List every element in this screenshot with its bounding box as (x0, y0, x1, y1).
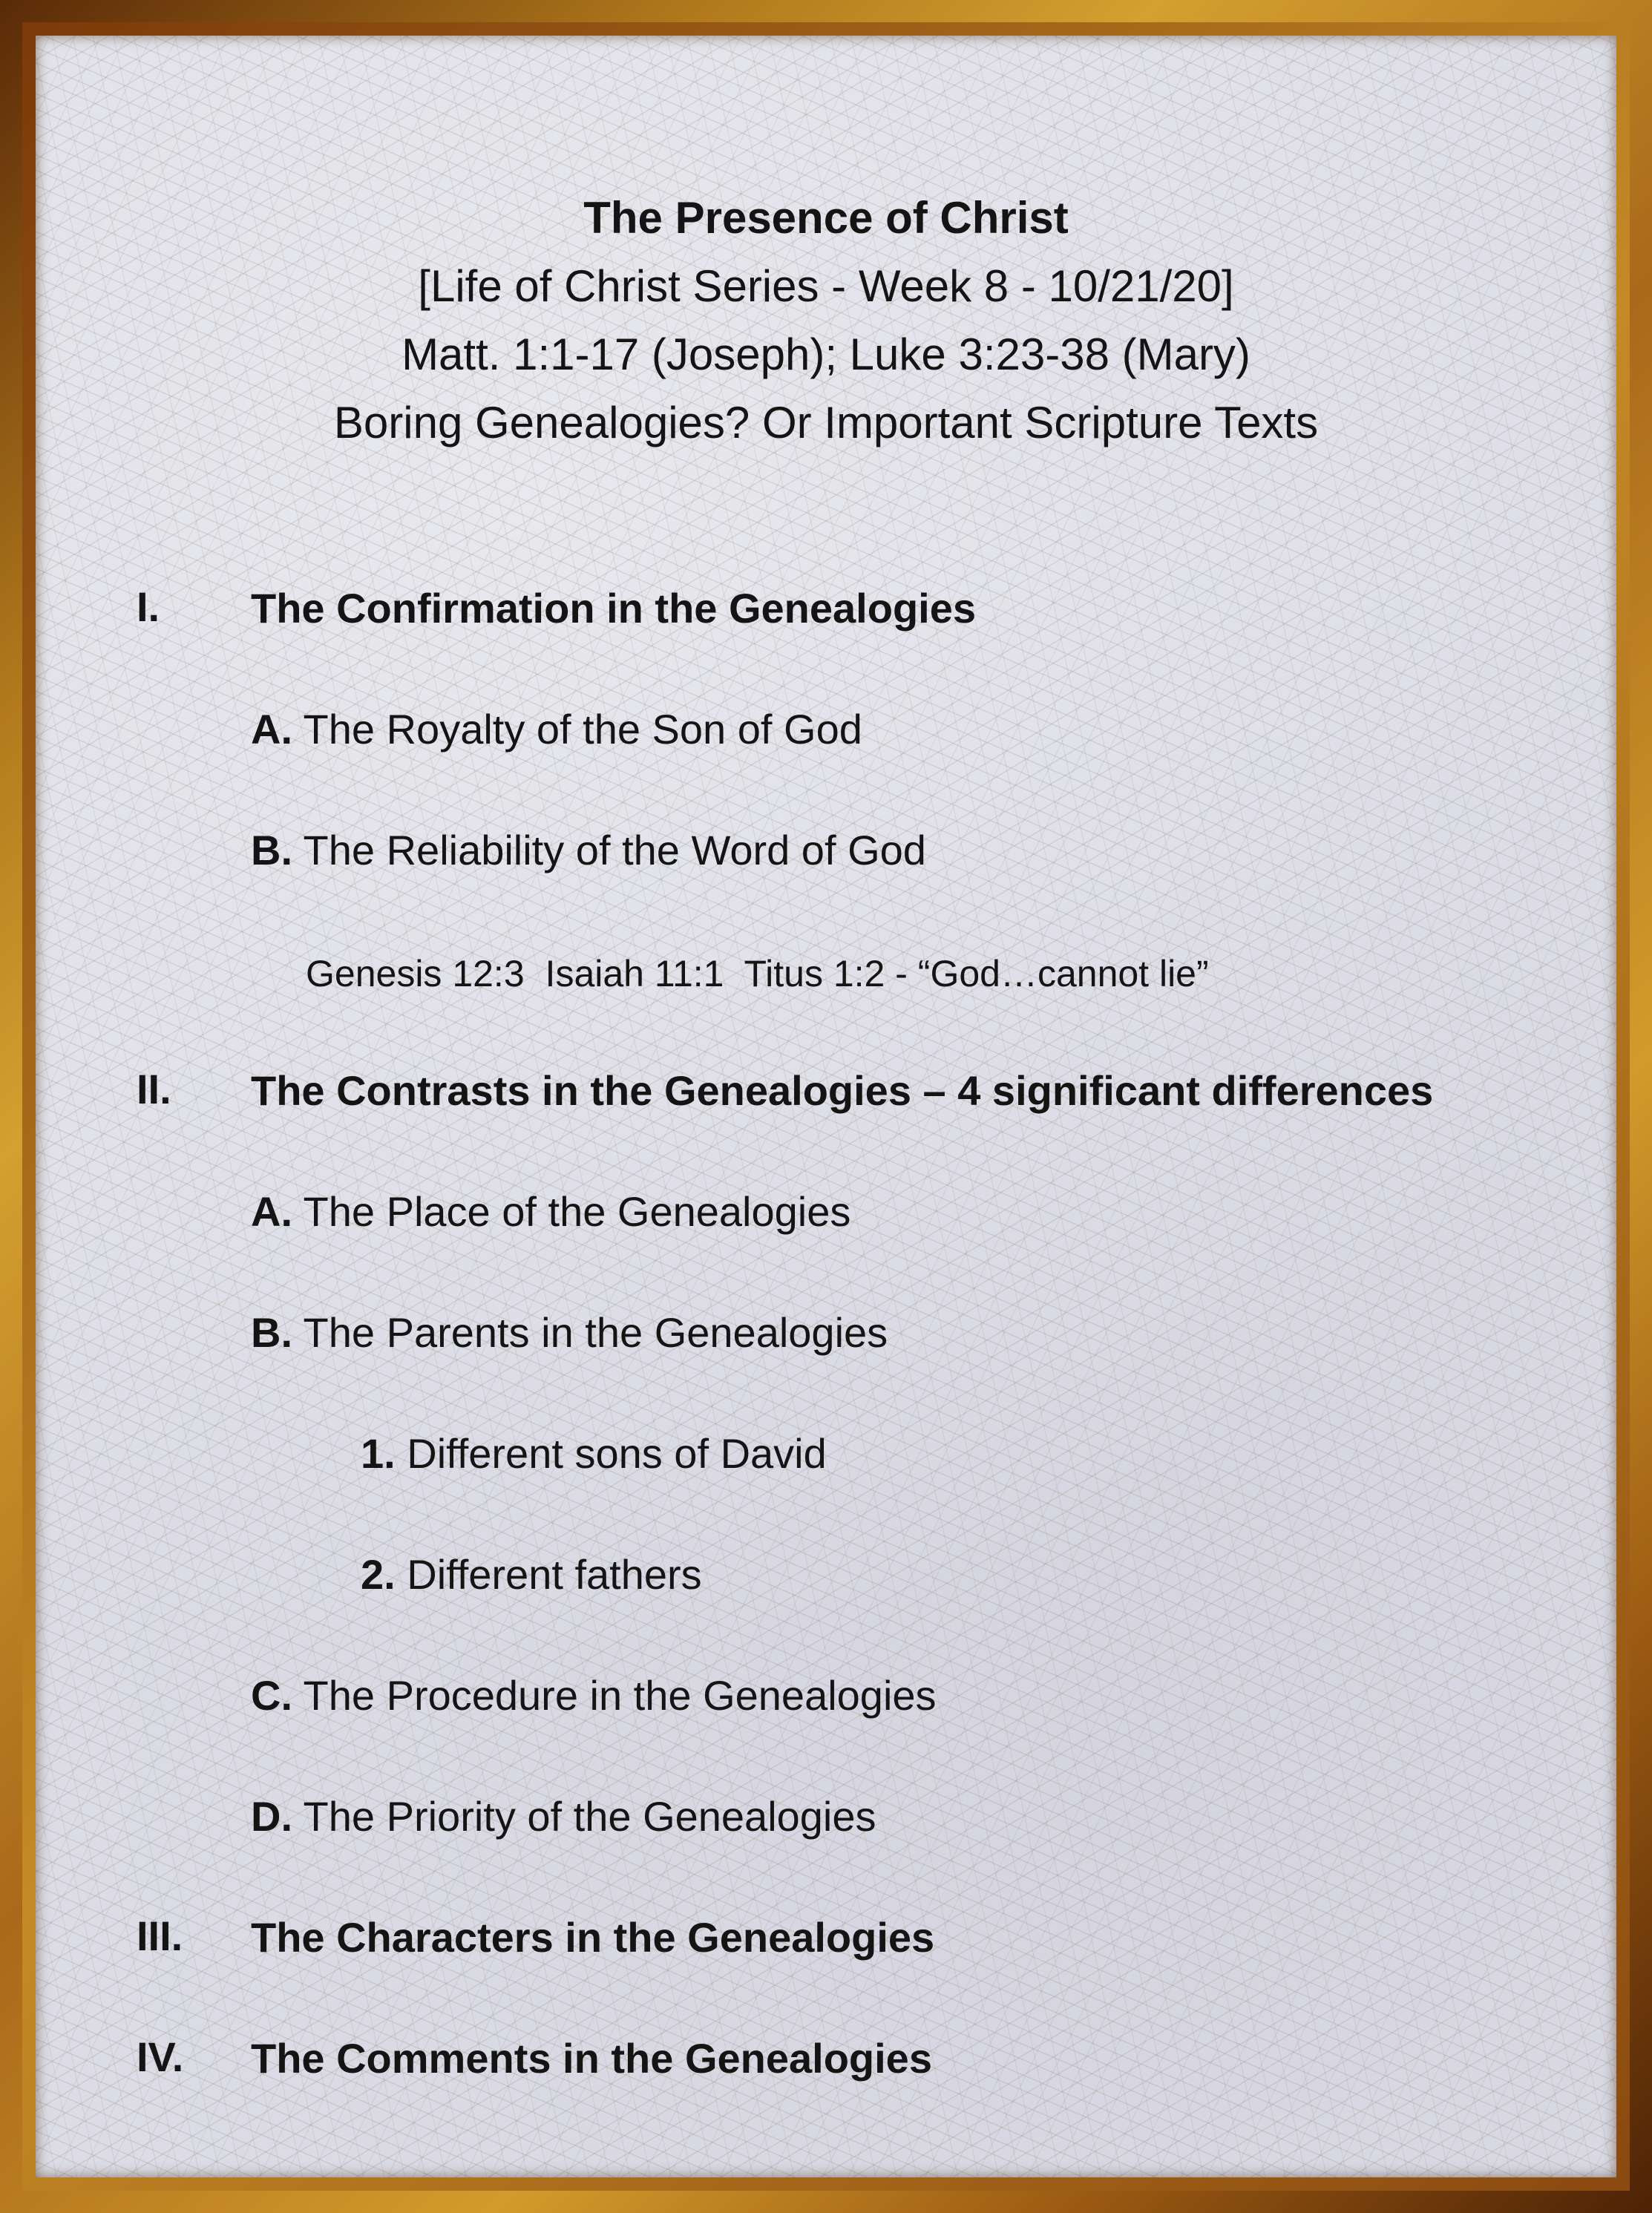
item-letter: B. (251, 827, 292, 873)
section-3-heading: The Characters in the Genealogies (251, 1914, 935, 1961)
item-letter: C. (251, 1672, 292, 1719)
item-letter: A. (251, 706, 292, 753)
section-2-item-d (251, 1791, 876, 1843)
section-2-item-a (251, 1186, 850, 1238)
section-4-heading: The Comments in the Genealogies (251, 2035, 932, 2082)
reference-titus: Titus 1:2 - “God…cannot lie” (744, 953, 1209, 994)
section-1-heading: The Confirmation in the Genealogies (251, 585, 976, 632)
section-2-heading: The Contrasts in the Genealogies – 4 significant differences (251, 1067, 1434, 1114)
reference-isaiah: Isaiah 11:1 (545, 953, 724, 994)
item-number: 1. (361, 1430, 396, 1477)
item-letter: D. (251, 1793, 292, 1840)
section-3-numeral: III. (137, 1912, 183, 1959)
item-text: Different sons of David (407, 1430, 827, 1477)
item-text: The Procedure in the Genealogies (303, 1672, 937, 1719)
outline-document (36, 36, 1616, 2177)
item-letter: A. (251, 1188, 292, 1235)
section-1-item-b (251, 824, 926, 876)
section-2-item-b1 (361, 1428, 827, 1480)
document-header (0, 184, 1652, 457)
section-2-item-b2 (361, 1549, 702, 1601)
item-text: Different fathers (407, 1551, 702, 1598)
section-2-item-b (251, 1307, 888, 1359)
section-4-numeral: IV. (137, 2033, 184, 2080)
scripture-line: Matt. 1:1-17 (Joseph); Luke 3:23-38 (Mary) (401, 330, 1251, 379)
item-text: The Royalty of the Son of God (303, 706, 862, 753)
item-text: The Parents in the Genealogies (303, 1309, 888, 1356)
document-title: The Presence of Christ (583, 193, 1069, 243)
item-text: The Place of the Genealogies (303, 1188, 851, 1235)
section-2-numeral: II. (137, 1066, 171, 1112)
scripture-references (306, 948, 1219, 1000)
section-1-numeral: I. (137, 583, 160, 630)
subtitle-line: Boring Genealogies? Or Important Scripture Texts (333, 398, 1319, 447)
item-letter: B. (251, 1309, 292, 1356)
section-2-item-c (251, 1670, 937, 1722)
section-1-item-a (251, 704, 862, 755)
item-number: 2. (361, 1551, 396, 1598)
reference-genesis: Genesis 12:3 (306, 953, 525, 994)
item-text: The Reliability of the Word of God (303, 827, 926, 873)
series-line: [Life of Christ Series - Week 8 - 10/21/20] (418, 261, 1234, 311)
item-text: The Priority of the Genealogies (303, 1793, 876, 1840)
